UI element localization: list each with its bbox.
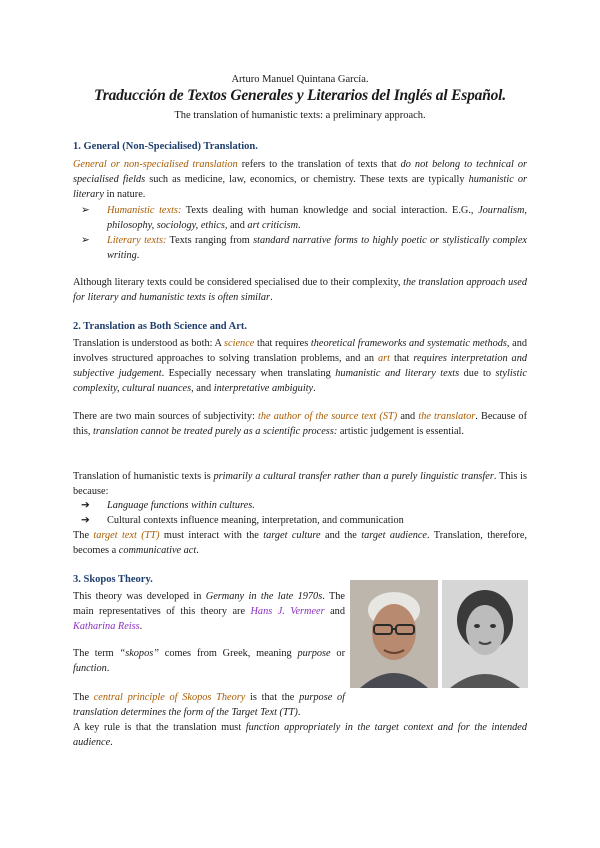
section-2-paragraph-2: There are two main sources of subjectivity: the author of the source text (ST) and the translator. Because of this, translation cannot be treated purely as a scientific process: artistic judgement is essential. bbox=[73, 411, 527, 437]
section-3-paragraph-2: The term “skopos” comes from Greek, meaning purpose or function. bbox=[73, 648, 345, 674]
section-3-paragraph-1: This theory was developed in Germany in the late 1970s. The main representatives of this theory are Hans J. Vermeer and Katharina Reiss. bbox=[73, 591, 345, 632]
bullet-literary-texts: ➢ Literary texts: Texts ranging from standard narrative forms to highly poetic or stylistically complex writing. bbox=[81, 235, 527, 261]
portrait-man-illustration bbox=[350, 580, 438, 688]
section-2-paragraph-4: The target text (TT) must interact with the target culture and the target audience. Translation, therefore, becomes a communicative act. bbox=[73, 530, 527, 556]
document-title: Traducción de Textos Generales y Literarios del Inglés al Español. bbox=[94, 87, 506, 104]
portrait-photo-reiss bbox=[442, 580, 528, 688]
portrait-woman-illustration bbox=[442, 580, 528, 688]
arrow-bullet-icon: ➔ bbox=[81, 500, 90, 511]
arrow-bullet-icon: ➢ bbox=[81, 205, 90, 216]
portrait-photo-vermeer bbox=[350, 580, 438, 688]
section-3-paragraph-3: The central principle of Skopos Theory is that the purpose of translation determines the form of the Target Text (TT). bbox=[73, 692, 346, 718]
document-subtitle: The translation of humanistic texts: a preliminary approach. bbox=[174, 110, 426, 121]
arrow-bullet-icon: ➔ bbox=[81, 515, 90, 526]
section-1-heading: 1. General (Non-Specialised) Translation. bbox=[73, 141, 258, 152]
section-2-heading: 2. Translation as Both Science and Art. bbox=[73, 321, 248, 332]
bullet-language-functions: ➔ Language functions within cultures. bbox=[81, 500, 255, 511]
section-3-heading: 3. Skopos Theory. bbox=[73, 574, 153, 585]
section-1-paragraph-1: General or non-specialised translation refers to the translation of texts that do not belong to technical or specialised fields such as medicine, law, economics, or chemistry. These texts are typically humanistic or literary in nature. bbox=[73, 159, 528, 200]
author-line: Arturo Manuel Quintana García. bbox=[231, 74, 369, 85]
section-3-paragraph-4: A key rule is that the translation must function appropriately in the target context and for the intended audience. bbox=[73, 722, 527, 748]
section-1-paragraph-2: Although literary texts could be considered specialised due to their complexity, the translation approach used for literary and humanistic texts is often similar. bbox=[73, 277, 527, 303]
section-2-paragraph-1: Translation is understood as both: A science that requires theoretical frameworks and systematic methods, and involves structured approaches to solving translation problems, and an art that requires interpretation and subjective judgement. Especially necessary when translating humanistic and literary texts due to stylistic complexity, cultural nuances, and interpretative ambiguity. bbox=[73, 338, 528, 394]
arrow-bullet-icon: ➢ bbox=[81, 235, 90, 246]
bullet-humanistic-texts: ➢ Humanistic texts: Texts dealing with human knowledge and social interaction. E.G., Journalism, philosophy, sociology, ethics, and art criticism. bbox=[81, 205, 527, 231]
bullet-cultural-contexts: ➔ Cultural contexts influence meaning, interpretation, and communication bbox=[81, 515, 404, 526]
section-2-paragraph-3: Translation of humanistic texts is primarily a cultural transfer rather than a purely linguistic transfer. This is because: bbox=[73, 471, 527, 497]
